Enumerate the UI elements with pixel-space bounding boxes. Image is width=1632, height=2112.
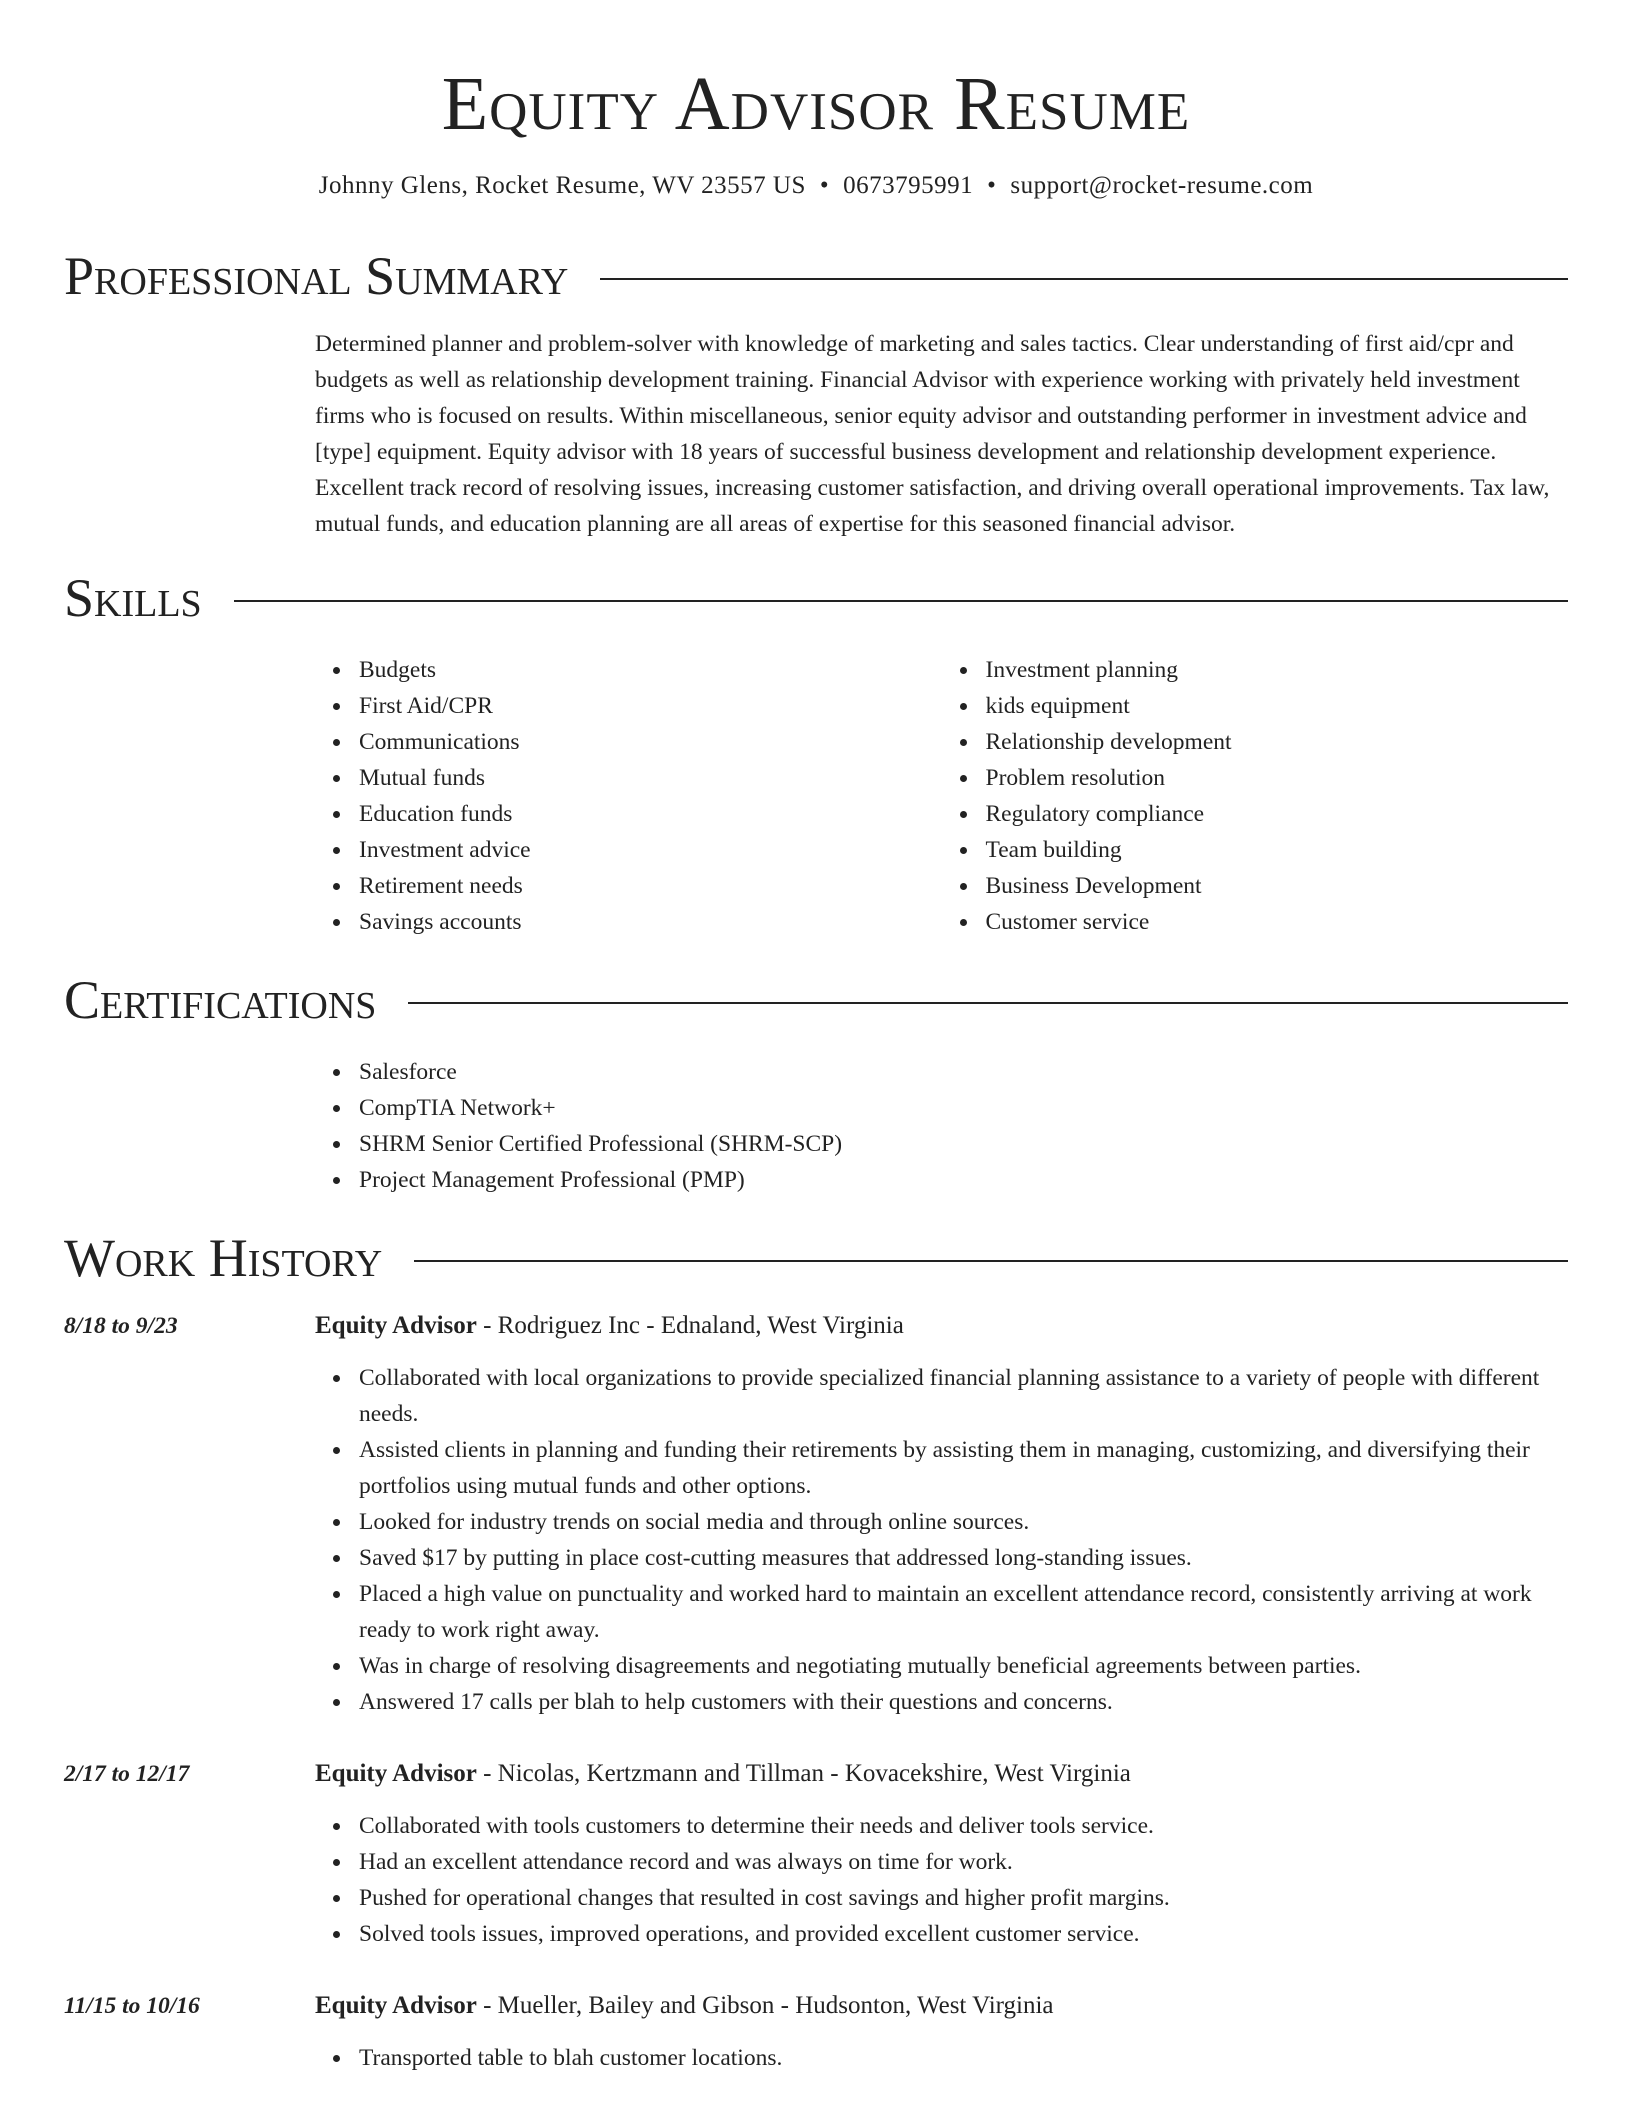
- skills-list-left: [315, 652, 942, 940]
- job-entry: [64, 1756, 1568, 1952]
- job-dates: 8/18 to 9/23: [64, 1313, 178, 1339]
- job-dates: 11/15 to 10/16: [64, 1993, 200, 2019]
- work-history-section-header: [64, 1228, 1568, 1288]
- job-company-location: - Rodriguez Inc - Ednaland, West Virginia: [476, 1312, 904, 1339]
- contact-separator: •: [819, 172, 830, 199]
- skills-columns: [315, 652, 1568, 940]
- job-bullet: Saved $17 by putting in place cost-cutting measures that addressed long-standing issues.: [359, 1540, 1568, 1576]
- skill-item: Problem resolution: [986, 760, 1569, 796]
- skill-item: Communications: [359, 724, 942, 760]
- skill-item: First Aid/CPR: [359, 688, 942, 724]
- job-role: Equity Advisor: [315, 1760, 477, 1787]
- job-bullet: Had an excellent attendance record and was always on time for work.: [359, 1844, 1568, 1880]
- skill-item: Business Development: [986, 868, 1569, 904]
- certification-item: Salesforce: [359, 1054, 1568, 1090]
- certifications-heading: Certifications: [64, 970, 377, 1030]
- contact-line: [64, 170, 1568, 202]
- job-company-location: - Nicolas, Kertzmann and Tillman - Kovacekshire, West Virginia: [476, 1760, 1131, 1787]
- skill-item: Team building: [986, 832, 1569, 868]
- skill-item: Investment planning: [986, 652, 1569, 688]
- section-divider: [414, 1260, 1568, 1262]
- job-body: [315, 1308, 1568, 1720]
- contact-email[interactable]: support@rocket-resume.com: [1010, 172, 1314, 199]
- job-bullet: Assisted clients in planning and funding their retirements by assisting them in managing, customizing, and diversifying their portfolios using mutual funds and other options.: [359, 1432, 1568, 1504]
- skill-item: Regulatory compliance: [986, 796, 1569, 832]
- certifications-list: [315, 1054, 1568, 1198]
- skills-heading: Skills: [64, 568, 202, 628]
- section-divider: [408, 1002, 1568, 1004]
- job-bullet: Collaborated with local organizations to provide specialized financial planning assistance to a variety of people with different needs.: [359, 1360, 1568, 1432]
- certification-item: Project Management Professional (PMP): [359, 1162, 1568, 1198]
- job-bullet: Looked for industry trends on social media and through online sources.: [359, 1504, 1568, 1540]
- skill-item: Mutual funds: [359, 760, 942, 796]
- job-dates: 2/17 to 12/17: [64, 1761, 190, 1787]
- job-bullet: Placed a high value on punctuality and worked hard to maintain an excellent attendance record, consistently arriving at work ready to work right away.: [359, 1576, 1568, 1648]
- job-body: [315, 1756, 1568, 1952]
- job-bullets: [315, 1360, 1568, 1720]
- skill-item: Retirement needs: [359, 868, 942, 904]
- work-history-heading: Work History: [64, 1228, 383, 1288]
- section-divider: [234, 600, 1568, 602]
- summary-text: Determined planner and problem-solver with knowledge of marketing and sales tactics. Clear understanding of first aid/cpr and budgets as well as relationship development training. Financial Advisor with experience working with privately held investment firms who is focused on results. Within miscellaneous, senior equity advisor and outstanding performer in investment advice and [type] equipment. Equity advisor with 18 years of successful business development and relationship development experience. Excellent track record of resolving issues, increasing customer satisfaction, and driving overall operational improvements. Tax law, mutual funds, and education planning are all areas of expertise for this seasoned financial advisor.: [315, 331, 1550, 537]
- skills-list-right: [942, 652, 1569, 940]
- skill-item: Relationship development: [986, 724, 1569, 760]
- section-divider: [600, 278, 1568, 280]
- job-bullets: [315, 1808, 1568, 1952]
- contact-address: Johnny Glens, Rocket Resume, WV 23557 US: [318, 172, 806, 199]
- job-heading: [315, 1308, 1568, 1344]
- job-role: Equity Advisor: [315, 1312, 477, 1339]
- skill-item: Education funds: [359, 796, 942, 832]
- skill-item: Customer service: [986, 904, 1569, 940]
- contact-phone: 0673795991: [843, 172, 974, 199]
- summary-heading: Professional Summary: [64, 246, 569, 306]
- certifications-section-header: [64, 970, 1568, 1030]
- certification-item: SHRM Senior Certified Professional (SHRM-SCP): [359, 1126, 1568, 1162]
- job-bullet: Collaborated with tools customers to determine their needs and deliver tools service.: [359, 1808, 1568, 1844]
- job-heading: [315, 1988, 1568, 2024]
- job-company-location: - Mueller, Bailey and Gibson - Hudsonton, West Virginia: [476, 1992, 1054, 2019]
- skill-item: Investment advice: [359, 832, 942, 868]
- contact-separator: •: [987, 172, 997, 199]
- job-bullet: Solved tools issues, improved operations, and provided excellent customer service.: [359, 1916, 1568, 1952]
- job-body: [315, 1988, 1568, 2076]
- job-bullet: Pushed for operational changes that resulted in cost savings and higher profit margins.: [359, 1880, 1568, 1916]
- resume-title: Equity Advisor Resume: [441, 62, 1191, 146]
- skill-item: kids equipment: [986, 688, 1569, 724]
- skill-item: Budgets: [359, 652, 942, 688]
- job-role: Equity Advisor: [315, 1992, 477, 2019]
- job-bullets: [315, 2040, 1568, 2076]
- job-bullet: Answered 17 calls per blah to help customers with their questions and concerns.: [359, 1684, 1568, 1720]
- certification-item: CompTIA Network+: [359, 1090, 1568, 1126]
- job-entry: [64, 1308, 1568, 1720]
- summary-section-header: [64, 246, 1568, 306]
- job-bullet: Transported table to blah customer locations.: [359, 2040, 1568, 2076]
- job-bullet: Was in charge of resolving disagreements and negotiating mutually beneficial agreements between parties.: [359, 1648, 1568, 1684]
- job-heading: [315, 1756, 1568, 1792]
- skill-item: Savings accounts: [359, 904, 942, 940]
- skills-section-header: [64, 568, 1568, 628]
- job-entry: [64, 1988, 1568, 2076]
